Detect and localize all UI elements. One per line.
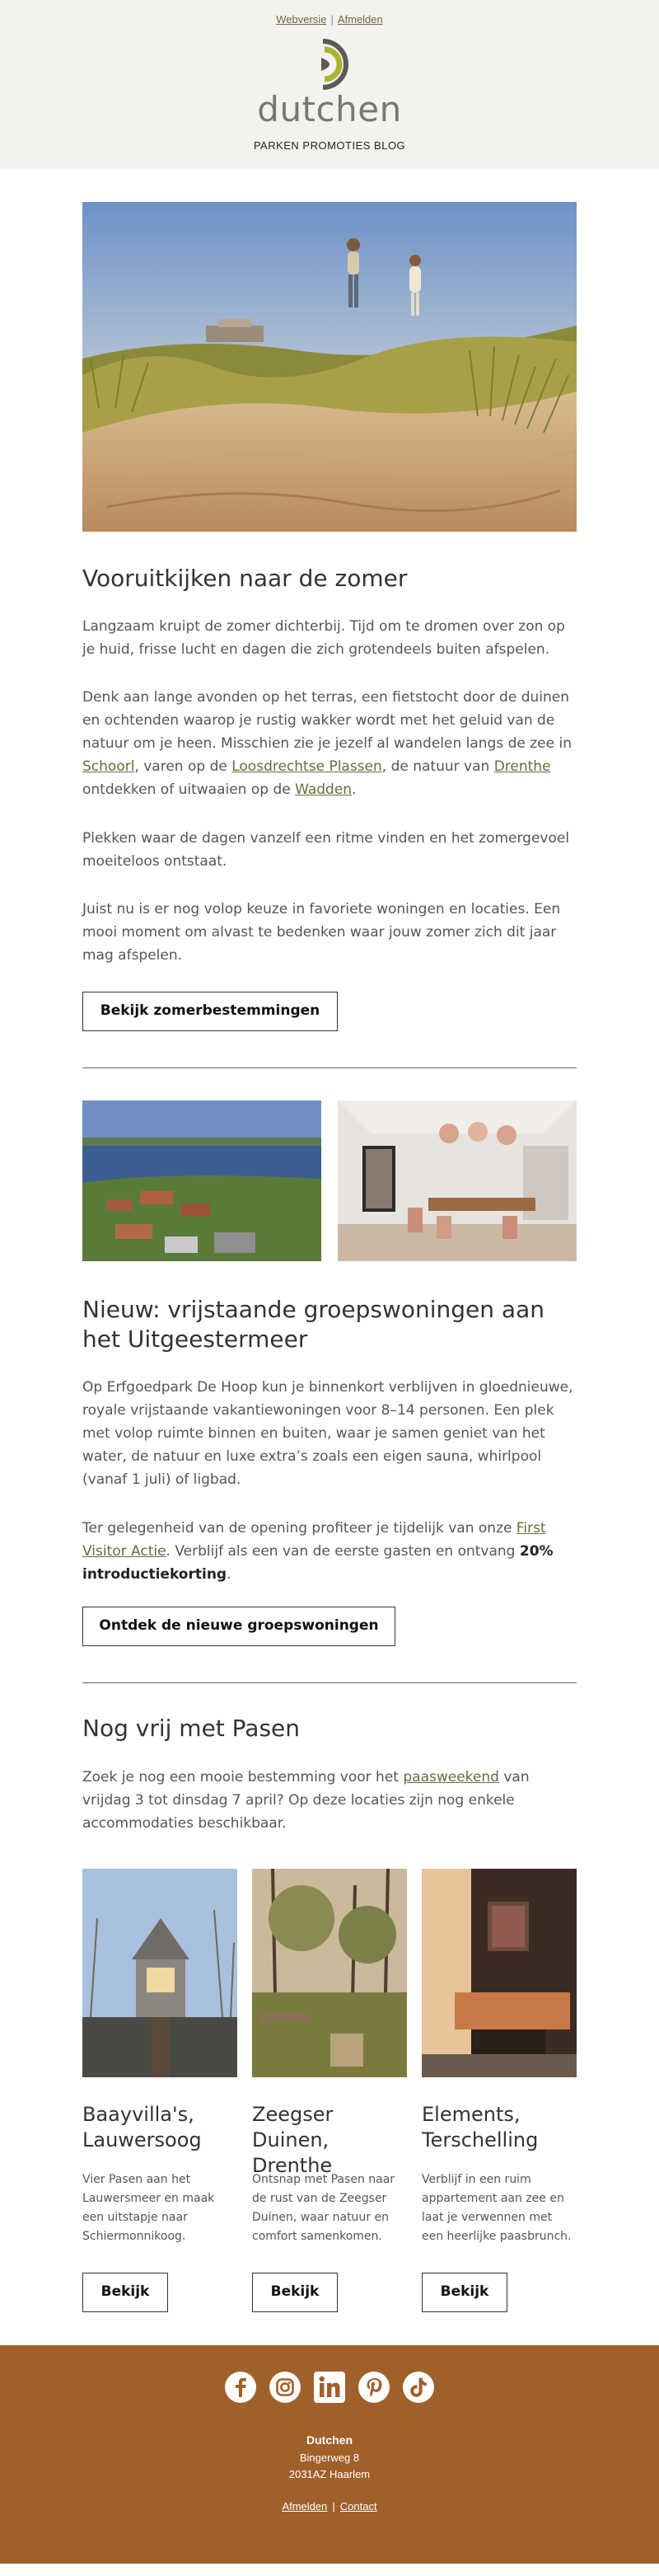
footer-street: Bingerweg 8: [299, 2452, 360, 2464]
card-text-zeegser-duinen: Ontsnap met Pasen naar de rust van de Zeegser Duinen, waar natuur en comfort samenkomen.: [252, 2173, 395, 2243]
nav-links[interactable]: PARKEN PROMOTIES BLOG: [253, 139, 406, 152]
section-title-easter: Nog vrij met Pasen: [82, 1715, 301, 1742]
card-image-elements[interactable]: [422, 1869, 577, 2077]
discount-highlight: 20% introductiekorting: [82, 1543, 554, 1583]
pinterest-icon[interactable]: [358, 2371, 390, 2404]
card-title-elements: Elements, Terschelling: [422, 2103, 539, 2151]
footer-links: Afmelden | Contact: [282, 2500, 377, 2513]
link-paasweekend[interactable]: paasweekend: [403, 1769, 499, 1785]
link-schoorl[interactable]: Schoorl: [82, 758, 135, 775]
dutchen-logo-icon[interactable]: [305, 38, 354, 91]
summer-rhythm-text: Plekken waar de dagen vanzelf een ritme vinden en het zomergevoel moeiteloos ontstaat.: [82, 830, 570, 870]
card-button-elements[interactable]: Bekijk: [422, 2273, 507, 2312]
group-houses-button[interactable]: Ontdek de nieuwe groepswoningen: [82, 1607, 395, 1646]
card-text-baayvillas: Vier Pasen aan het Lauwersmeer en maak een uitstapje naar Schiermonnikoog.: [82, 2173, 215, 2243]
card-button-baayvillas[interactable]: Bekijk: [82, 2273, 168, 2312]
link-first-visitor-actie[interactable]: First Visitor Actie: [82, 1520, 546, 1560]
easter-intro-text: Zoek je nog een mooie bestemming voor het paasweekend van vrijdag 3 tot dinsdag 7 april? Op deze locaties zijn nog enkele accommodaties beschikbaar.: [82, 1769, 530, 1832]
section-divider: [82, 1067, 577, 1068]
card-button-zeegser-duinen[interactable]: Bekijk: [252, 2273, 338, 2312]
photo-aerial-lake[interactable]: [82, 1100, 321, 1261]
footer-contact-link[interactable]: Contact: [339, 2500, 377, 2513]
link-wadden[interactable]: Wadden: [295, 781, 353, 798]
footer-city: 2031AZ Haarlem: [288, 2468, 371, 2480]
first-visitor-text: Ter gelegenheid van de opening profiteer je tijdelijk van onze First Visitor Actie. Verblijf als een van de eerste gasten en ontvang 20% introductiekorting.: [82, 1520, 554, 1583]
summer-body-text: Denk aan lange avonden op het terras, een fietstocht door de duinen en ochtenden waarop je rustig wakker wordt met het geluid van de natuur om je heen. Misschien zie je jezelf al wandelen langs de zee in Schoorl, varen op de Loosdrechtse Plassen, de natuur van Drenthe ontdekken of uitwaaien op de Wadden.: [82, 689, 572, 798]
webversion-link[interactable]: Webversie: [276, 13, 327, 26]
footer-unsubscribe-link[interactable]: Afmelden: [282, 2500, 328, 2513]
card-title-zeegser-duinen: Zeegser Duinen, Drenthe: [252, 2103, 334, 2177]
card-title-baayvillas: Baayvilla's, Lauwersoog: [82, 2103, 202, 2151]
top-links: Webversie | Afmelden: [276, 13, 383, 26]
hero-photo-dunes[interactable]: [82, 202, 577, 532]
link-drenthe[interactable]: Drenthe: [493, 758, 551, 775]
group-houses-text: Op Erfgoedpark De Hoop kun je binnenkort verblijven in gloednieuwe, royale vrijstaande vakantiewoningen voor 8–14 personen. Een plek met volop ruimte binnen en buiten, waar je samen geniet van het water, de natuur en luxe extra’s zoals een eigen sauna, whirlpool (vanaf 1 juli) of ligbad.: [82, 1379, 573, 1488]
section-title-summer: Vooruitkijken naar de zomer: [82, 565, 408, 592]
card-image-baayvillas[interactable]: [82, 1869, 237, 2077]
logo-wordmark[interactable]: dutchen: [257, 89, 402, 129]
instagram-icon[interactable]: [269, 2371, 301, 2404]
section-divider: [82, 1682, 577, 1683]
card-text-elements: Verblijf in een ruim appartement aan zee en laat je verwennen met een heerlijke paasbrunch.: [422, 2173, 572, 2243]
summer-intro-text: Langzaam kruipt de zomer dichterbij. Tijd om te dromen over zon op je huid, frisse lucht en dagen die zich grotendeels buiten afspelen.: [82, 618, 565, 658]
footer-company-name: Dutchen: [306, 2433, 353, 2447]
facebook-icon[interactable]: [224, 2371, 257, 2404]
summer-choice-text: Juist nu is er nog volop keuze in favoriete woningen en locaties. Een mooi moment om alvast te bedenken waar jouw zomer zich dit jaar mag afspelen.: [82, 901, 561, 964]
card-image-zeegser-duinen[interactable]: [252, 1869, 407, 2077]
summer-destinations-button[interactable]: Bekijk zomerbestemmingen: [82, 992, 338, 1031]
section-title-group-houses: Nieuw: vrijstaande groepswoningen aan het Uitgeestermeer: [82, 1296, 544, 1353]
link-loosdrechtse-plassen[interactable]: Loosdrechtse Plassen: [231, 758, 382, 775]
photo-group-house-interior[interactable]: [338, 1100, 577, 1261]
linkedin-icon[interactable]: [313, 2371, 346, 2404]
unsubscribe-link[interactable]: Afmelden: [337, 13, 383, 26]
tiktok-icon[interactable]: [402, 2371, 435, 2404]
